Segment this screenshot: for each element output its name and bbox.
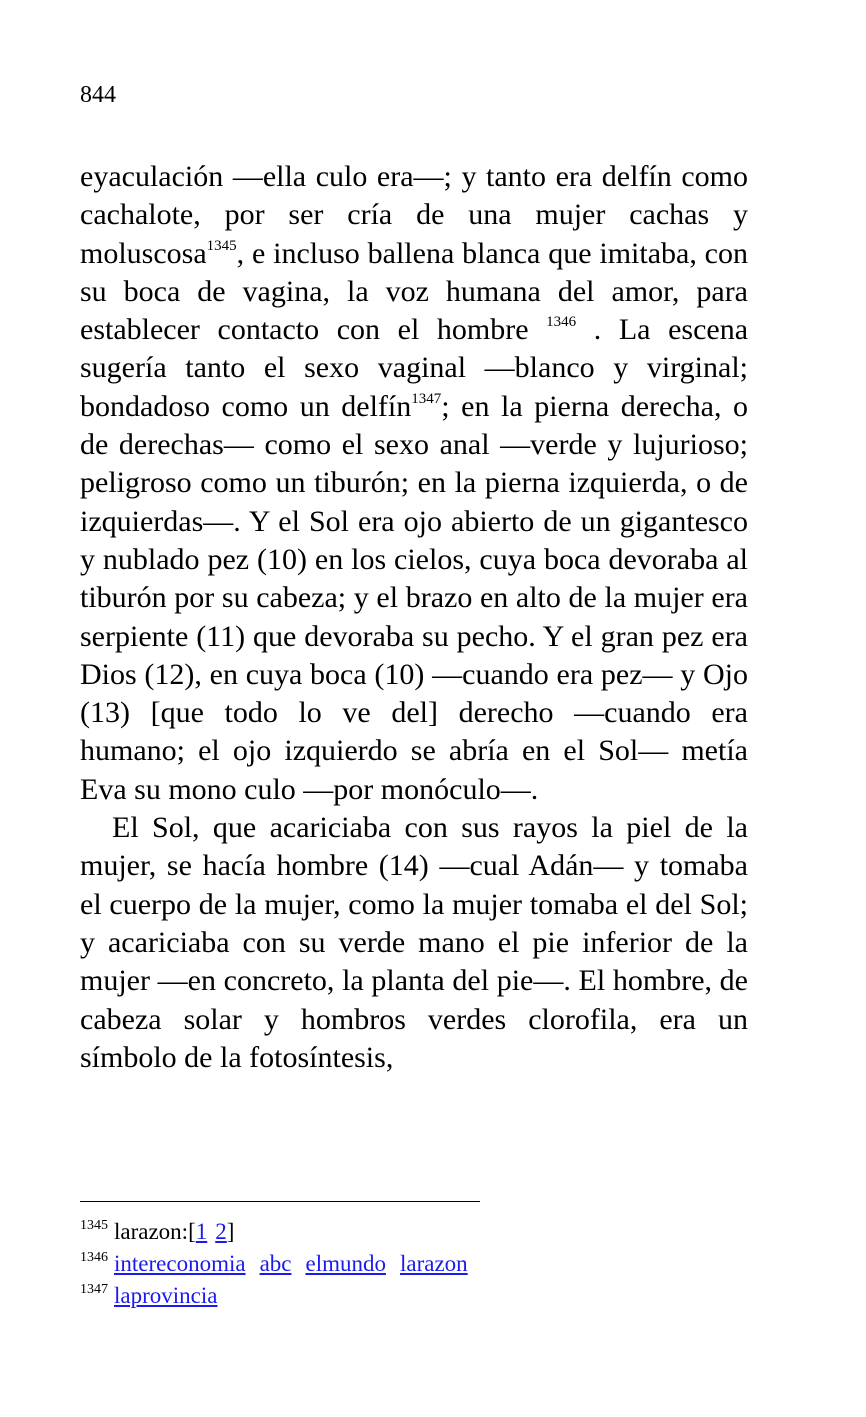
footnote-ref-1347: 1347 [411, 390, 442, 407]
footnote-link-1[interactable]: 1 [195, 1219, 208, 1244]
paragraph-2: El Sol, que acariciaba con sus rayos la piel de la mujer, se hacía hombre (14) —cual Adán— y tomaba el cuerpo de la mujer, como la mujer tomaba el del Sol; y acariciaba con su verde mano el pie inferior de la mujer —en concreto, la planta del pie—. El hombre, de cabeza solar y hombros verdes clorofila, era un símbolo de la fotosíntesis, [80, 811, 748, 1074]
footnote-link-larazon[interactable]: larazon [399, 1251, 468, 1276]
footnote-prefix: larazon:[ [114, 1219, 196, 1244]
paragraph-1-text-d: ; en la pierna derecha, o de derechas— como el sexo anal —verde y lujurioso; peligroso como un tiburón; en la pierna izquierda, o de izquierdas—. Y el Sol era ojo abierto de un gigantesco y nublado pez (10) en los cielos, cuya boca devoraba al tiburón por su cabeza; y el brazo en alto de la mujer era serpiente (11) que devoraba su pecho. Y el gran pez era Dios (12), en cuya boca (10) —cuando era pez— y Ojo (13) [que todo lo ve del] derecho —cuando era humano; el ojo izquierdo se abría en el Sol— metía Eva su mono culo —por monóculo—. [80, 389, 748, 806]
footnote-ref-1345: 1345 [206, 237, 237, 254]
footnote-link-laprovincia[interactable]: laprovincia [114, 1283, 218, 1308]
footnote-divider [80, 1201, 480, 1202]
footnote-number: 1347 [80, 1282, 108, 1297]
page-number: 844 [80, 82, 116, 108]
footnote-number: 1346 [80, 1250, 108, 1265]
paragraph-1-text-c: . La escena sugería tanto el sexo vaginal —blanco y virginal; bondadoso como un delfín [80, 313, 749, 423]
footnote-link-2[interactable]: 2 [215, 1219, 227, 1244]
paragraph-1-text-a: eyaculación —ella culo era—; y tanto era delfín como cachalote, por ser cría de una mujer cachas y moluscosa [80, 160, 748, 270]
paragraph-1-text-b: , e incluso ballena blanca que imitaba, con su boca de vagina, la voz humana del amor, para establecer contacto con el hombre [80, 236, 748, 347]
main-text [80, 158, 748, 1077]
footnote-suffix: ] [226, 1219, 235, 1244]
paragraph-1 [80, 158, 748, 809]
footnote-ref-1346: 1346 [546, 314, 577, 331]
footnotes [80, 1216, 468, 1312]
footnote-link-abc[interactable]: abc [259, 1251, 292, 1276]
footnote-1347 [80, 1280, 468, 1312]
footnote-link-elmundo[interactable]: elmundo [305, 1251, 386, 1276]
footnote-link-intereconomia[interactable]: intereconomia [114, 1251, 246, 1276]
footnote-number: 1345 [80, 1218, 108, 1233]
footnote-1346 [80, 1248, 468, 1280]
footnote-1345 [80, 1216, 468, 1248]
